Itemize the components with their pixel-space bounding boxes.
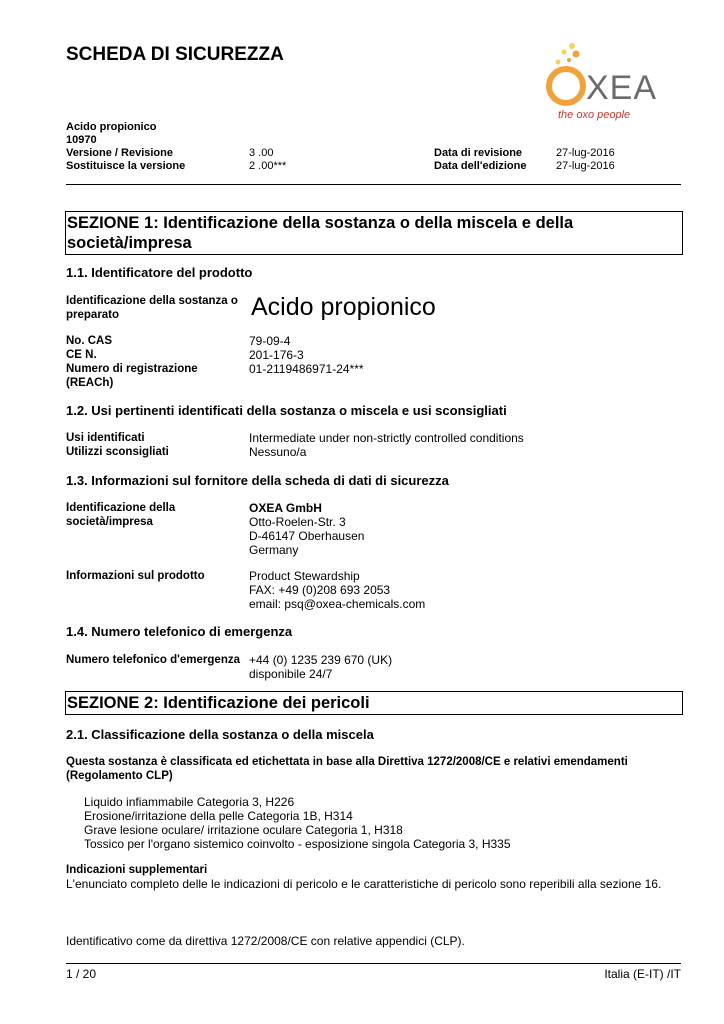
company-name: OXEA GmbH bbox=[249, 501, 322, 515]
uses-value: Intermediate under non-strictly controlled conditions bbox=[249, 431, 524, 445]
logo-bubble bbox=[573, 51, 580, 58]
section1-title-line2: società/impresa bbox=[67, 234, 192, 252]
logo-tagline: the oxo people bbox=[558, 109, 631, 121]
version-label: Versione / Revisione bbox=[66, 147, 173, 159]
company-city: D-46147 Oberhausen bbox=[249, 529, 365, 543]
logo-bubble bbox=[567, 58, 571, 62]
edition-date-label: Data dell'edizione bbox=[434, 160, 527, 172]
version-value: 3 .00 bbox=[249, 147, 274, 159]
emergency-phone bbox=[249, 653, 392, 681]
id-label bbox=[66, 294, 238, 322]
ce-value: 201-176-3 bbox=[249, 348, 304, 362]
product-name: Acido propionico bbox=[66, 121, 157, 133]
classification-statement-line1: Questa sostanza è classificata ed etichettata in base alla Direttiva 1272/2008/CE e relativi emendamenti bbox=[66, 756, 628, 768]
supplementary-label: Indicazioni supplementari bbox=[66, 864, 208, 876]
hazard-item: Erosione/irritazione della pelle Categoria 1B, H314 bbox=[84, 809, 353, 823]
company-address bbox=[249, 501, 364, 557]
cas-label: No. CAS bbox=[66, 335, 112, 347]
logo-bubble bbox=[562, 50, 567, 55]
emergency-availability: disponibile 24/7 bbox=[249, 667, 333, 681]
company-label-line2: società/impresa bbox=[66, 516, 153, 528]
replaces-value: 2 .00*** bbox=[249, 160, 287, 172]
reg-label-line1: Numero di registrazione bbox=[66, 363, 198, 375]
product-info-fax: FAX: +49 (0)208 693 2053 bbox=[249, 583, 391, 597]
footer-divider bbox=[66, 963, 681, 964]
product-info-email: email: psq@oxea-chemicals.com bbox=[249, 597, 426, 611]
company-country: Germany bbox=[249, 543, 299, 557]
logo-bubble bbox=[556, 60, 561, 65]
product-info-label: Informazioni sul prodotto bbox=[66, 570, 205, 582]
company-street: Otto-Roelen-Str. 3 bbox=[249, 515, 346, 529]
logo-o-ring bbox=[549, 69, 583, 103]
ce-label: CE N. bbox=[66, 349, 97, 361]
section1-title-line1: SEZIONE 1: Identificazione della sostanza o della miscela e della bbox=[67, 214, 574, 232]
reg-label-line2: (REACh) bbox=[66, 377, 114, 389]
section1-title bbox=[65, 211, 683, 255]
id-label-line1: Identificazione della sostanza o bbox=[66, 295, 238, 307]
heading-2-1: 2.1. Classificazione della sostanza o della miscela bbox=[66, 727, 374, 742]
id-label-line2: preparato bbox=[66, 309, 120, 321]
advised-value: Nessuno/a bbox=[249, 445, 307, 459]
product-info bbox=[249, 569, 425, 611]
advised-label: Utilizzi sconsigliati bbox=[66, 446, 169, 458]
hazard-item: Liquido infiammabile Categoria 3, H226 bbox=[84, 795, 295, 809]
section2-title: SEZIONE 2: Identificazione dei pericoli bbox=[65, 691, 683, 715]
page-number: 1 / 20 bbox=[66, 967, 97, 981]
classification-statement-line2: (Regolamento CLP) bbox=[66, 770, 173, 782]
company-label-line1: Identificazione della bbox=[66, 502, 176, 514]
hazard-item: Tossico per l'organo sistemico coinvolto - esposizione singola Categoria 3, H335 bbox=[84, 837, 511, 851]
emergency-phone-label: Numero telefonico d'emergenza bbox=[66, 654, 240, 666]
hazard-list bbox=[84, 795, 511, 851]
supplementary-text: L'enunciato completo delle le indicazioni di pericolo e le caratteristiche di pericolo sono reperibili alla sezione 16. bbox=[66, 877, 662, 891]
substance-name: Acido propionico bbox=[251, 293, 436, 321]
reg-value: 01-2119486971-24*** bbox=[249, 362, 364, 376]
edition-date-value: 27-lug-2016 bbox=[556, 160, 615, 172]
revision-date-value: 27-lug-2016 bbox=[556, 147, 615, 159]
revision-date-label: Data di revisione bbox=[434, 147, 523, 159]
identification-text: Identificativo come da direttiva 1272/2008/CE con relative appendici (CLP). bbox=[66, 934, 465, 948]
reg-label bbox=[66, 362, 198, 390]
classification-statement bbox=[66, 755, 686, 783]
heading-1-3: 1.3. Informazioni sul fornitore della scheda di dati di sicurezza bbox=[66, 473, 449, 488]
product-info-line1: Product Stewardship bbox=[249, 569, 360, 583]
replaces-label: Sostituisce la versione bbox=[66, 160, 186, 172]
company-label bbox=[66, 501, 175, 529]
header-divider bbox=[66, 184, 681, 185]
heading-1-2: 1.2. Usi pertinenti identificati della sostanza o miscela e usi sconsigliati bbox=[66, 403, 507, 418]
hazard-item: Grave lesione oculare/ irritazione oculare Categoria 1, H318 bbox=[84, 823, 403, 837]
logo-bubble bbox=[569, 43, 575, 49]
cas-value: 79-09-4 bbox=[249, 334, 291, 348]
heading-1-1: 1.1. Identificatore del prodotto bbox=[66, 265, 253, 280]
locale-code: Italia (E-IT) /IT bbox=[604, 967, 681, 981]
document-title: SCHEDA DI SICUREZZA bbox=[66, 44, 284, 65]
product-code: 10970 bbox=[66, 134, 97, 146]
uses-label: Usi identificati bbox=[66, 432, 145, 444]
heading-1-4: 1.4. Numero telefonico di emergenza bbox=[66, 624, 293, 639]
oxea-logo bbox=[540, 38, 690, 122]
emergency-phone-number: +44 (0) 1235 239 670 (UK) bbox=[249, 653, 393, 667]
logo-brand-text: XEA bbox=[586, 69, 658, 107]
